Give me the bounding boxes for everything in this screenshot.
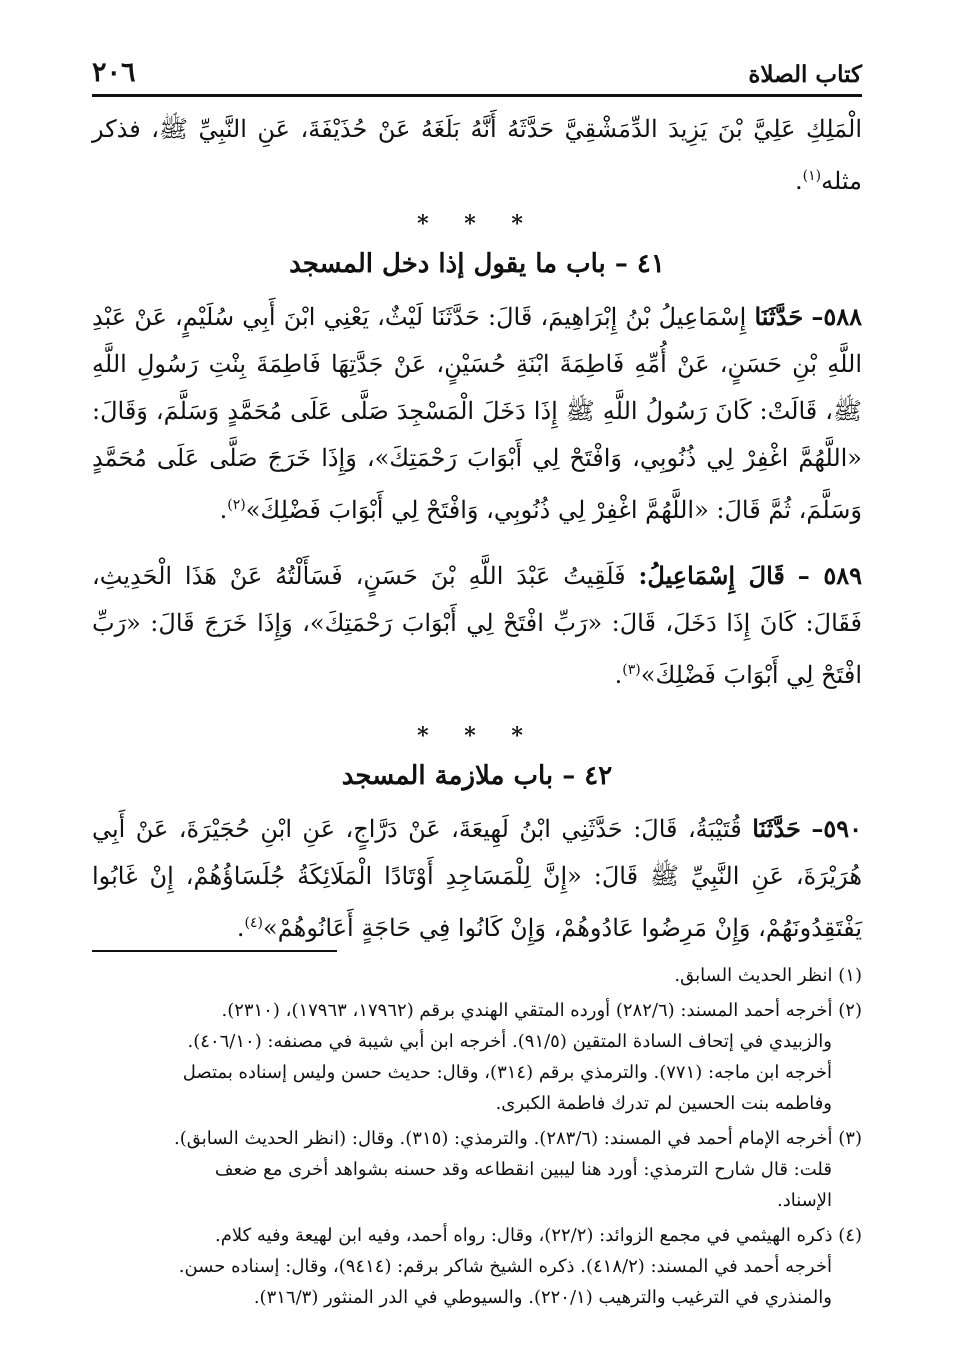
footnote-line: أخرجه ابن ماجه: (٧٧١). والترمذي برقم (٣١٤)، وقال: حديث حسن وليس إسناده بمتصل <box>182 1062 832 1083</box>
hadith-text: قُتَيْبَةُ، قَالَ: حَدَّثَنِي ابْنُ لَهِيعَةَ، عَنْ دَرَّاجٍ، عَنِ ابْنِ حُجَيْرَةَ، عَنْ أَبِي هُرَيْرَةَ، عَنِ النَّبِيِّ ﷺ قَالَ: «إِنَّ لِلْمَسَاجِدِ أَوْتَادًا الْمَلَائِكَةُ جُلَسَاؤُهُمْ، إِنْ غَابُوا يَفْتَقِدُونَهُمْ، وَإِنْ مَرِضُوا عَادُوهُمْ، وَإِنْ كَانُوا فِي حَاجَةٍ أَعَانُوهُمْ» <box>92 815 862 942</box>
chapter-heading-41 <box>92 241 862 287</box>
footnote-line: وفاطمه بنت الحسين لم تدرك فاطمة الكبرى. <box>495 1093 832 1114</box>
footnote-line: (٣) أخرجه الإمام أحمد في المسند: (٢٨٣/٦). والترمذي: (٣١٥). وقال: (انظر الحديث السابق). <box>173 1128 862 1149</box>
chapter-dash: – <box>562 761 576 791</box>
book-page <box>92 40 862 1340</box>
hadith-589: ٥٨٩ – قَالَ إِسْمَاعِيلُ: فَلَقِيتُ عَبْدَ اللَّهِ بْنَ حَسَنٍ، فَسَأَلْتُهُ عَنْ هَذَا الْحَدِيثِ، فَقَالَ: كَانَ إِذَا دَخَلَ، قَالَ: «رَبِّ افْتَحْ لِي أَبْوَابَ رَحْمَتِكَ»، وَإِذَا خَرَجَ قَالَ: «رَبِّ افْتَحْ لِي أَبْوَابَ فَضْلِكَ»$^{(٣)}$. <box>92 561 862 689</box>
book-title: كتاب الصلاة <box>748 61 862 88</box>
chapter-number: ٤٢ <box>584 761 613 791</box>
section-separator: * * * <box>417 723 537 749</box>
footnote-ref-3: (٣) <box>622 662 641 678</box>
chapter-title: باب ملازمة المسجد <box>341 761 554 791</box>
main-text <box>92 106 862 952</box>
footnote-line: والزبيدي في إتحاف السادة المتقين (٩١/٥). أخرجه ابن أبي شيبة في مصنفه: (٤٠٦/١٠). <box>187 1031 832 1052</box>
footnote-line: قلت: قال شارح الترمذي: أورد هنا ليبين انقطاعه وقد حسنه بشواهد أخرى مع ضعف <box>214 1159 832 1180</box>
chapter-dash: – <box>614 249 628 279</box>
footnote-ref-2: (٢) <box>227 497 246 513</box>
footnote-line: الإسناد. <box>776 1190 832 1211</box>
hadith-text: إِسْمَاعِيلُ بْنُ إِبْرَاهِيمَ، قَالَ: حَدَّثَنَا لَيْثٌ، يَعْنِي ابْنَ أَبِي سُلَيْمٍ، عَنْ عَبْدِ اللَّهِ بْنِ حَسَنٍ، عَنْ أُمِّهِ فَاطِمَةَ ابْنَةِ حُسَيْنٍ، عَنْ جَدَّتِهَا فَاطِمَةَ بِنْتِ رَسُولِ اللَّهِ ﷺ، قَالَتْ: كَانَ رَسُولُ اللَّهِ ﷺ إِذَا دَخَلَ الْمَسْجِدَ صَلَّى عَلَى مُحَمَّدٍ وَسَلَّمَ، وَقَالَ: «اللَّهُمَّ اغْفِرْ لِي ذُنُوبِي، وَافْتَحْ لِي أَبْوَابَ رَحْمَتِكَ»، وَإِذَا خَرَجَ صَلَّى عَلَى مُحَمَّدٍ وَسَلَّمَ، ثُمَّ قَالَ: «اللَّهُمَّ اغْفِرْ لِي ذُنُوبِي، وَافْتَحْ لِي أَبْوَابَ فَضْلِكَ» <box>92 303 862 524</box>
continuation-text: الْمَلِكِ عَلِيَّ بْنَ يَزِيدَ الدِّمَشْقِيَّ حَدَّثَهُ أَنَّهُ بَلَغَهُ عَنْ حُذَيْفَةَ، عَنِ النَّبِيِّ ﷺ، فذكر مثله <box>92 115 862 195</box>
footnote-2 <box>92 995 862 1119</box>
chapter-title: باب ما يقول إذا دخل المسجد <box>289 249 606 279</box>
footnote-rule <box>92 950 337 952</box>
chapter-heading-42 <box>92 753 862 799</box>
hadith-number: ٥٩٠– <box>811 814 862 843</box>
footnote-1 <box>92 960 862 991</box>
hadith-number: ٥٨٨– <box>811 302 862 331</box>
page-number: ٢٠٦ <box>92 57 136 88</box>
hadith-590: ٥٩٠– حَدَّثَنَا قُتَيْبَةُ، قَالَ: حَدَّثَنِي ابْنُ لَهِيعَةَ، عَنْ دَرَّاجٍ، عَنِ ابْنِ حُجَيْرَةَ، عَنْ أَبِي هُرَيْرَةَ، عَنِ النَّبِيِّ ﷺ قَالَ: «إِنَّ لِلْمَسَاجِدِ أَوْتَادًا الْمَلَائِكَةُ جُلَسَاؤُهُمْ، إِنْ غَابُوا يَفْتَقِدُونَهُمْ، وَإِنْ مَرِضُوا عَادُوهُمْ، وَإِنْ كَانُوا فِي حَاجَةٍ أَعَانُوهُمْ»$^{(٤)}$. <box>92 814 862 942</box>
hadith-number: ٥٨٩ – <box>797 561 862 590</box>
hadith-intro: حَدَّثَنَا <box>752 814 801 843</box>
footnote-ref-1: (١) <box>802 168 822 184</box>
footnote-line: والمنذري في الترغيب والترهيب (٢٢٠/١). والسيوطي في الدر المنثور (٣١٦/٣). <box>253 1287 832 1308</box>
footnotes <box>92 960 862 1317</box>
footnote-4 <box>92 1220 862 1313</box>
header-rule <box>92 94 862 97</box>
footnote-line: (١) انظر الحديث السابق. <box>674 965 862 986</box>
continuation-paragraph: الْمَلِكِ عَلِيَّ بْنَ يَزِيدَ الدِّمَشْقِيَّ حَدَّثَهُ أَنَّهُ بَلَغَهُ عَنْ حُذَيْفَةَ، عَنِ النَّبِيِّ ﷺ، فذكر مثله$^{(١)}$. <box>92 115 862 195</box>
hadith-588: ٥٨٨– حَدَّثَنَا إِسْمَاعِيلُ بْنُ إِبْرَاهِيمَ، قَالَ: حَدَّثَنَا لَيْثٌ، يَعْنِي ابْنَ أَبِي سُلَيْمٍ، عَنْ عَبْدِ اللَّهِ بْنِ حَسَنٍ، عَنْ أُمِّهِ فَاطِمَةَ ابْنَةِ حُسَيْنٍ، عَنْ جَدَّتِهَا فَاطِمَةَ بِنْتِ رَسُولِ اللَّهِ ﷺ، قَالَتْ: كَانَ رَسُولُ اللَّهِ ﷺ إِذَا دَخَلَ الْمَسْجِدَ صَلَّى عَلَى مُحَمَّدٍ وَسَلَّمَ، وَقَالَ: «اللَّهُمَّ اغْفِرْ لِي ذُنُوبِي، وَافْتَحْ لِي أَبْوَابَ رَحْمَتِكَ»، وَإِذَا خَرَجَ صَلَّى عَلَى مُحَمَّدٍ وَسَلَّمَ، ثُمَّ قَالَ: «اللَّهُمَّ اغْفِرْ لِي ذُنُوبِي، وَافْتَحْ لِي أَبْوَابَ فَضْلِكَ»$^{(٢)}$. <box>92 302 862 524</box>
hadith-intro: حَدَّثَنَا <box>754 302 804 331</box>
footnote-3 <box>92 1123 862 1216</box>
section-separator: * * * <box>417 211 537 237</box>
page-header <box>92 40 862 94</box>
hadith-intro: قَالَ إِسْمَاعِيلُ: <box>638 561 785 590</box>
footnote-line: أخرجه أحمد في المسند: (٤١٨/٢). ذكره الشيخ شاكر برقم: (٩٤١٤)، وقال: إسناده حسن. <box>178 1256 832 1277</box>
chapter-number: ٤١ <box>636 249 665 279</box>
footnote-ref-4: (٤) <box>244 915 264 931</box>
footnote-line: (٤) ذكره الهيثمي في مجمع الزوائد: (٢٢/٢)، وقال: رواه أحمد، وفيه ابن لهيعة وفيه كلام. <box>215 1225 862 1246</box>
footnote-line: (٢) أخرجه أحمد المسند: (٢٨٢/٦) أورده المتقي الهندي برقم (١٧٩٦٢، ١٧٩٦٣)، (٢٣١٠). <box>221 1000 862 1021</box>
hadith-text: فَلَقِيتُ عَبْدَ اللَّهِ بْنَ حَسَنٍ، فَسَأَلْتُهُ عَنْ هَذَا الْحَدِيثِ، فَقَالَ: كَانَ إِذَا دَخَلَ، قَالَ: «رَبِّ افْتَحْ لِي أَبْوَابَ رَحْمَتِكَ»، وَإِذَا خَرَجَ قَالَ: «رَبِّ افْتَحْ لِي أَبْوَابَ فَضْلِكَ» <box>92 562 862 689</box>
